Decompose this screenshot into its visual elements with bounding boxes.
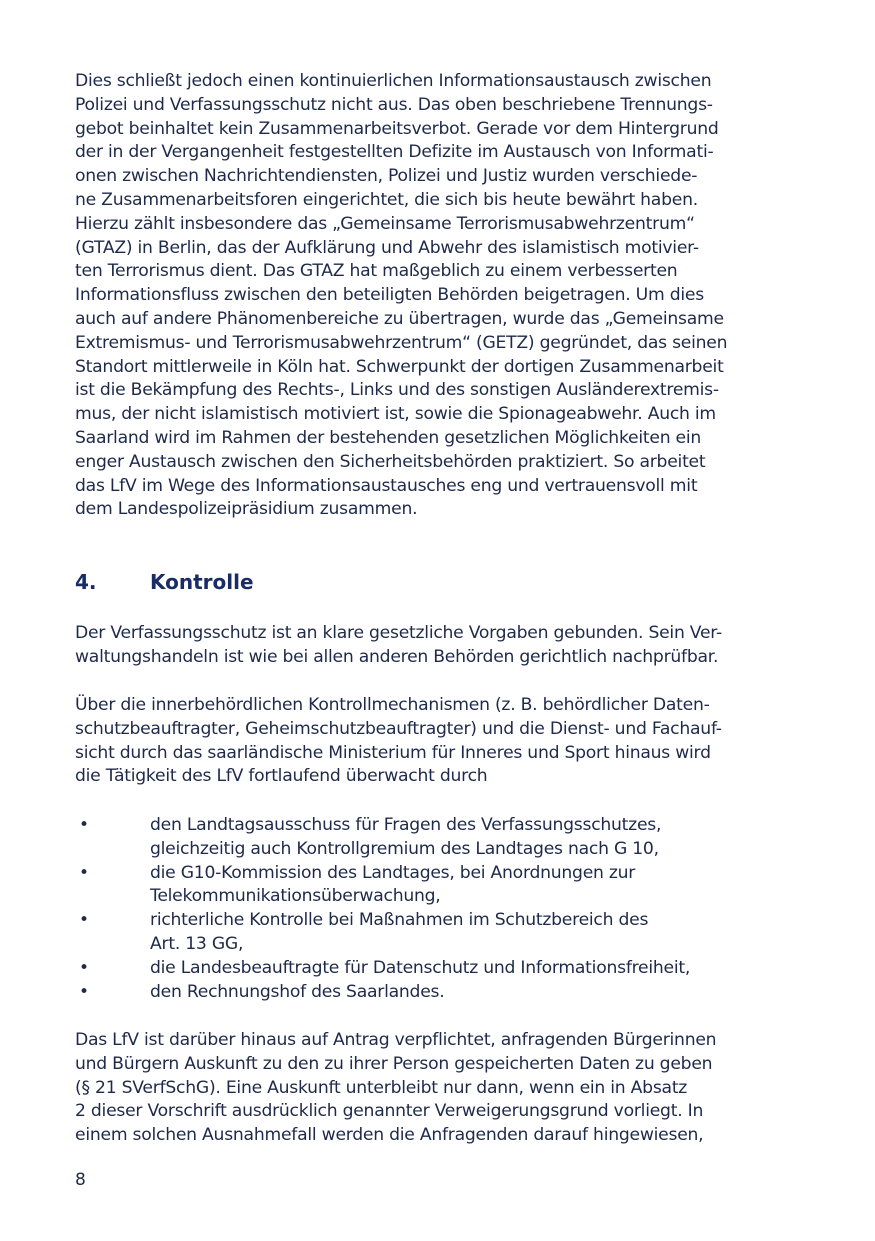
text-line: Informationsfluss zwischen den beteiligten Behörden beigetragen. Um dies xyxy=(75,285,704,306)
intro-paragraph xyxy=(75,70,810,522)
text-line: der in der Vergangenheit festgestellten Defizite im Austausch von Informati- xyxy=(75,142,714,163)
text-line: ten Terrorismus dient. Das GTAZ hat maßgeblich zu einem verbesserten xyxy=(75,261,678,282)
text-line: (§ 21 SVerfSchG). Eine Auskunft unterbleibt nur dann, wenn ein in Absatz xyxy=(75,1077,688,1098)
text-line: Polizei und Verfassungsschutz nicht aus. Das oben beschriebene Trennungs- xyxy=(75,94,713,115)
text-line: Dies schließt jedoch einen kontinuierlichen Informationsaustausch zwischen xyxy=(75,71,712,91)
text-line: die G10-Kommission des Landtages, bei Anordnungen zur xyxy=(150,862,636,883)
text-line: richterliche Kontrolle bei Maßnahmen im Schutzbereich des xyxy=(150,910,649,931)
text-line: sicht durch das saarländische Ministerium für Inneres und Sport hinaus wird xyxy=(75,742,711,763)
list-item xyxy=(75,957,810,981)
text-line: das LfV im Wege des Informationsaustausches eng und vertrauensvoll mit xyxy=(75,475,698,496)
bullet-icon: • xyxy=(79,910,90,931)
text-line: den Rechnungshof des Saarlandes. xyxy=(150,981,445,1002)
text-line: 2 dieser Vorschrift ausdrücklich genannter Verweigerungsgrund vorliegt. In xyxy=(75,1101,704,1122)
text-line: Telekommunikationsüberwachung, xyxy=(150,886,441,907)
paragraph-legal-basis xyxy=(75,622,810,670)
text-line: gebot beinhaltet kein Zusammenarbeitsverbot. Gerade vor dem Hintergrund xyxy=(75,118,719,139)
text-line: die Tätigkeit des LfV fortlaufend überwacht durch xyxy=(75,766,488,787)
text-line: mus, der nicht islamistisch motiviert ist, sowie die Spionageabwehr. Auch im xyxy=(75,404,716,425)
text-line: Das LfV ist darüber hinaus auf Antrag verpflichtet, anfragenden Bürgerinnen xyxy=(75,1030,717,1050)
bullet-icon: • xyxy=(79,862,90,883)
bullet-icon: • xyxy=(79,981,90,1002)
section-heading xyxy=(75,570,254,594)
text-line: einem solchen Ausnahmefall werden die Anfragenden darauf hingewiesen, xyxy=(75,1125,704,1146)
text-line: (GTAZ) in Berlin, das der Aufklärung und Abwehr des islamistisch motivier- xyxy=(75,237,699,258)
bullet-icon: • xyxy=(79,957,90,978)
list-item xyxy=(75,981,810,1005)
text-line: ist die Bekämpfung des Rechts-, Links und des sonstigen Ausländerextremis- xyxy=(75,380,719,401)
text-line: und Bürgern Auskunft zu den zu ihrer Person gespeicherten Daten zu geben xyxy=(75,1053,713,1074)
section-number: 4. xyxy=(75,570,97,594)
paragraph-information-rights xyxy=(75,1029,810,1148)
text-line: Der Verfassungsschutz ist an klare gesetzliche Vorgaben gebunden. Sein Ver- xyxy=(75,623,722,643)
text-line: den Landtagsausschuss für Fragen des Verfassungsschutzes, xyxy=(150,815,662,835)
section-title: Kontrolle xyxy=(150,570,254,594)
text-line: waltungshandeln ist wie bei allen anderen Behörden gerichtlich nachprüfbar. xyxy=(75,646,719,667)
list-item xyxy=(75,909,810,957)
text-line: onen zwischen Nachrichtendiensten, Polizei und Justiz wurden verschiede- xyxy=(75,166,698,187)
text-line: Über die innerbehördlichen Kontrollmechanismen (z. B. behördlicher Daten- xyxy=(75,695,710,715)
text-line: gleichzeitig auch Kontrollgremium des Landtages nach G 10, xyxy=(150,838,659,859)
text-line: enger Austausch zwischen den Sicherheitsbehörden praktiziert. So arbeitet xyxy=(75,451,706,472)
page-number: 8 xyxy=(75,1170,86,1190)
text-line: schutzbeauftragter, Geheimschutzbeauftragter) und die Dienst- und Fachauf- xyxy=(75,718,722,739)
text-line: ne Zusammenarbeitsforen eingerichtet, die sich bis heute bewährt haben. xyxy=(75,189,698,210)
list-item xyxy=(75,862,810,910)
bullet-icon: • xyxy=(79,815,90,835)
text-line: Saarland wird im Rahmen der bestehenden gesetzlichen Möglichkeiten ein xyxy=(75,427,702,448)
paragraph-oversight xyxy=(75,694,810,789)
text-line: auch auf andere Phänomenbereiche zu übertragen, wurde das „Gemeinsame xyxy=(75,308,724,329)
text-line: die Landesbeauftragte für Datenschutz und Informationsfreiheit, xyxy=(150,957,691,978)
text-line: dem Landespolizeipräsidium zusammen. xyxy=(75,499,418,520)
text-line: Art. 13 GG, xyxy=(150,933,244,954)
text-line: Standort mittlerweile in Köln hat. Schwerpunkt der dortigen Zusammenarbeit xyxy=(75,356,724,377)
oversight-bullet-list xyxy=(75,814,810,1004)
list-item xyxy=(75,814,810,862)
text-line: Hierzu zählt insbesondere das „Gemeinsame Terrorismusabwehrzentrum“ xyxy=(75,213,695,234)
text-line: Extremismus- und Terrorismusabwehrzentrum“ (GETZ) gegründet, das seinen xyxy=(75,332,728,353)
